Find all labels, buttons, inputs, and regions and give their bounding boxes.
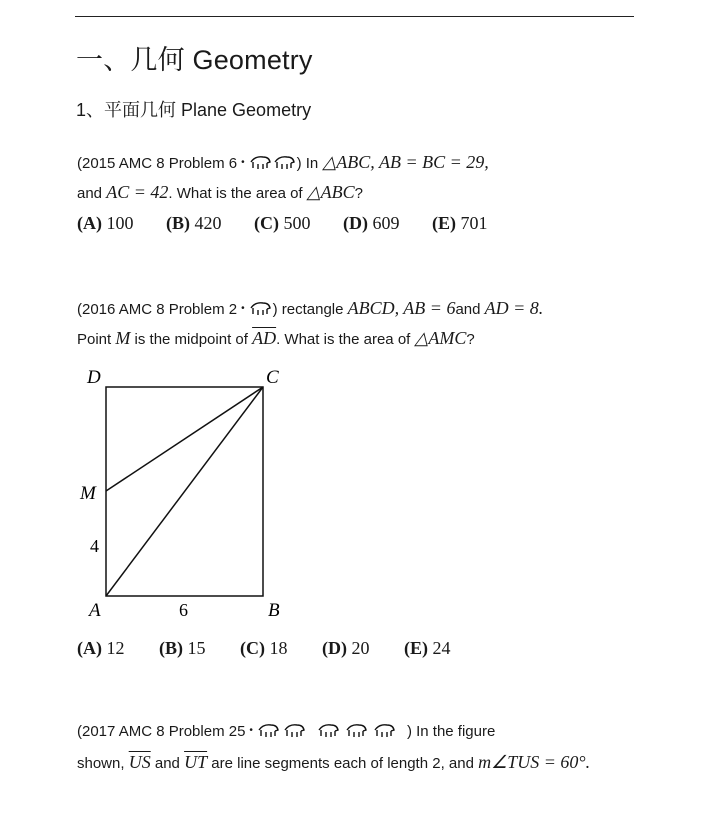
choice-b: (B) 15 — [159, 638, 206, 658]
math-expression: △ABC, AB = BC = 29, — [322, 152, 489, 172]
problem-2-line-1: (2016 AMC 8 Problem 2 • ) rectangle ABCD, AB = 6and AD = 8. — [77, 298, 543, 322]
math-expression: AC = 42 — [106, 182, 169, 202]
choice-e: (E) 24 — [404, 638, 451, 658]
choice-d: (D) 20 — [322, 638, 370, 658]
segment-ac — [106, 387, 263, 596]
label-a: A — [89, 600, 101, 621]
problem-3-line-1: (2017 AMC 8 Problem 25 • ) In the figure — [77, 722, 495, 744]
subsection-heading: 1、平面几何 Plane Geometry — [76, 100, 312, 120]
problem-source: (2016 AMC 8 Problem 2 — [77, 301, 238, 318]
math-expression: △ABC — [306, 182, 355, 202]
choice-b: (B) 420 — [166, 213, 222, 233]
math-expression: △AMC — [414, 328, 467, 348]
math-expression: $\overline{US}$ — [128, 752, 151, 772]
problem-1-line-1: (2015 AMC 8 Problem 6 • ) In △ABC, AB = BC = 29, — [77, 152, 489, 176]
problem-source: (2015 AMC 8 Problem 6 — [77, 155, 238, 172]
math-expression: $\overline{UT}$ — [184, 752, 208, 772]
choice-c: (C) 500 — [254, 213, 311, 233]
choice-a: (A) 12 — [77, 638, 125, 658]
answer-choices — [77, 638, 451, 659]
choice-c: (C) 18 — [240, 638, 288, 658]
label-d: D — [87, 367, 101, 388]
section-heading: 一、几何 Geometry — [76, 45, 313, 75]
math-expression: M — [115, 328, 131, 348]
problem-3-line-2: shown, $\overline{US}$ and $\overline{UT}$ are line segments each of length 2, and m∠TUS = 60°. — [77, 752, 591, 772]
choice-e: (E) 701 — [432, 213, 488, 233]
label-m: M — [80, 483, 96, 504]
cow-icon — [257, 722, 407, 740]
math-expression: AD = 8. — [484, 298, 544, 318]
difficulty-rating — [257, 722, 407, 744]
choice-d: (D) 609 — [343, 213, 400, 233]
math-expression: $\overline{AD}$ — [252, 328, 277, 348]
problem-source: (2017 AMC 8 Problem 25 — [77, 723, 246, 740]
label-length-4: 4 — [90, 536, 99, 556]
problem-1-line-2: and AC = 42. What is the area of △ABC? — [77, 182, 363, 202]
bullet-icon: • — [249, 725, 253, 736]
bullet-icon: • — [241, 303, 245, 314]
math-expression: m∠TUS = 60°. — [478, 752, 591, 772]
math-expression: ABCD, AB = 6 — [347, 298, 456, 318]
label-b: B — [268, 600, 280, 621]
label-length-6: 6 — [179, 600, 188, 620]
segment-mc — [106, 387, 263, 491]
problem-2-line-2: Point M is the midpoint of $\overline{AD}$. What is the area of △AMC? — [77, 328, 475, 348]
bullet-icon: • — [241, 157, 245, 168]
label-c: C — [266, 367, 279, 388]
choice-a: (A) 100 — [77, 213, 134, 233]
